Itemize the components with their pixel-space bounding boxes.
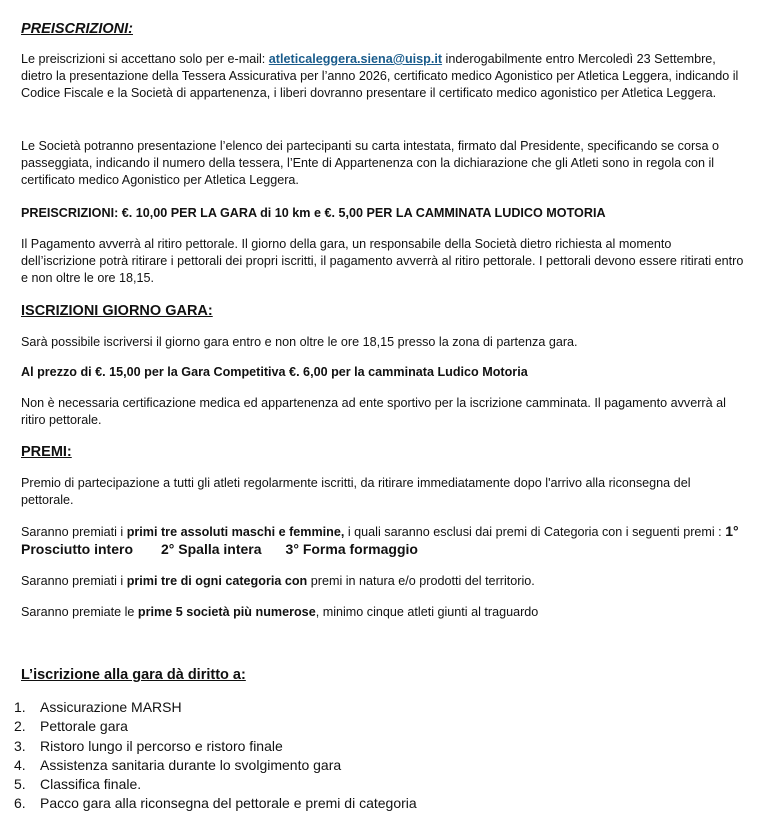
premi-heading: PREMI:: [21, 444, 72, 460]
list-number: 2.: [14, 718, 26, 735]
text-segment: inderogabilmente entro Mercoledì 23 Settembre, dietro la presentazione della Tessera Assicurativa per l’anno 2026, certificato medico Agonistico per Atletica Leggera, indicando il Codice Fiscale e la Società di appartenenza, i liberi dovranno presentare il certificato medico agonistico per Atletica Leggera.: [21, 52, 739, 101]
text-segment: Saranno premiati i: [21, 525, 127, 539]
list-text: Classifica finale.: [40, 776, 142, 793]
preiscrizioni-paragraph-societa: Le Società potranno presentazione l’elenco dei partecipanti su carta intestata, firmato dal Presidente, specificando se corsa o passeggiata, indicando il numero della tessera, l’Ente di Appartenenza con la dichiarazione che gli Atleti sono in regola con il certificato medico Agonistico per Atletica Leggera.: [21, 139, 719, 188]
prize-third: 3° Forma formaggio: [285, 541, 418, 558]
text-segment-bold: primi tre di ogni categoria con: [126, 574, 308, 588]
premi-paragraph-societa: [21, 604, 746, 621]
text-segment-bold: primi tre assoluti maschi e femmine,: [126, 525, 348, 539]
giorno-gara-paragraph-certificazione: Non è necessaria certificazione medica ed appartenenza ad ente sportivo per la iscrizione camminata. Il pagamento avverrà al ritiro pettorale.: [21, 396, 726, 428]
list-number: 1.: [14, 699, 26, 715]
prize-first: 1° Prosciutto intero: [21, 523, 739, 558]
premi-paragraph-partecipazione: Premio di partecipazione a tutti gli atleti regolarmente iscritti, da ritirare immediatamente dopo l'arrivo alla riconsegna del pettorale.: [21, 476, 691, 508]
text-segment: Saranno premiati i: [21, 574, 127, 588]
preiscrizioni-prices: [21, 205, 746, 222]
prices-text: PREISCRIZIONI: €. 10,00 PER LA GARA di 10 km e €. 5,00 PER LA CAMMINATA LUDICO MOTORIA: [21, 206, 606, 220]
list-text: Assicurazione MARSH: [40, 699, 182, 715]
list-number: 3.: [14, 737, 26, 754]
benefits-heading: L’iscrizione alla gara dà diritto a:: [21, 667, 246, 683]
list-item: [14, 794, 417, 813]
prize-second: 2° Spalla intera: [161, 541, 262, 558]
list-number: 6.: [14, 795, 26, 812]
list-text: Pettorale gara: [40, 718, 128, 735]
text-segment: Saranno premiate le: [21, 605, 138, 619]
preiscrizioni-paragraph-pagamento: Il Pagamento avverrà al ritiro pettorale. Il giorno della gara, un responsabile della Società dietro richiesta al momento dell’iscrizione potrà ritirare i pettorali dei propri iscritti, il pagamento avverrà al ritiro pettorale. I pettorali devono essere ritirati entro e non oltre le ore 18,15.: [21, 237, 744, 286]
giorno-gara-prices: [21, 364, 746, 381]
text-segment: premi in natura e/o prodotti del territorio.: [307, 574, 535, 588]
text-segment-bold: prime 5 società più numerose: [137, 605, 316, 619]
text-segment: Le preiscrizioni si accettano solo per e-mail:: [21, 52, 269, 66]
list-number: 4.: [14, 756, 26, 773]
list-item: [14, 698, 417, 717]
giorno-gara-heading: ISCRIZIONI GIORNO GARA:: [21, 303, 213, 319]
preiscrizioni-paragraph-email: [21, 51, 746, 103]
list-text: Pacco gara alla riconsegna del pettorale e premi di categoria: [40, 795, 417, 812]
list-item: [14, 737, 417, 756]
list-item: [14, 775, 417, 794]
preiscrizioni-heading: PREISCRIZIONI:: [21, 21, 133, 37]
email-link[interactable]: atleticaleggera.siena@uisp.it: [268, 52, 443, 66]
list-text: Ristoro lungo il percorso e ristoro finale: [40, 737, 283, 754]
premi-paragraph-categoria: [21, 573, 746, 590]
list-item: [14, 756, 417, 775]
benefits-list: [14, 698, 417, 814]
list-text: Assistenza sanitaria durante lo svolgimento gara: [40, 756, 342, 773]
list-number: 5.: [14, 776, 26, 793]
text-segment: i quali saranno esclusi dai premi di Categoria con i seguenti premi :: [347, 525, 726, 539]
text-segment: , minimo cinque atleti giunti al traguardo: [315, 605, 539, 619]
prices-text: Al prezzo di €. 15,00 per la Gara Competitiva €. 6,00 per la camminata Ludico Motoria: [21, 365, 528, 379]
giorno-gara-paragraph: Sarà possibile iscriversi il giorno gara entro e non oltre le ore 18,15 presso la zona di partenza gara.: [21, 335, 578, 349]
list-item: [14, 717, 417, 736]
premi-paragraph-assoluti: [21, 523, 746, 559]
